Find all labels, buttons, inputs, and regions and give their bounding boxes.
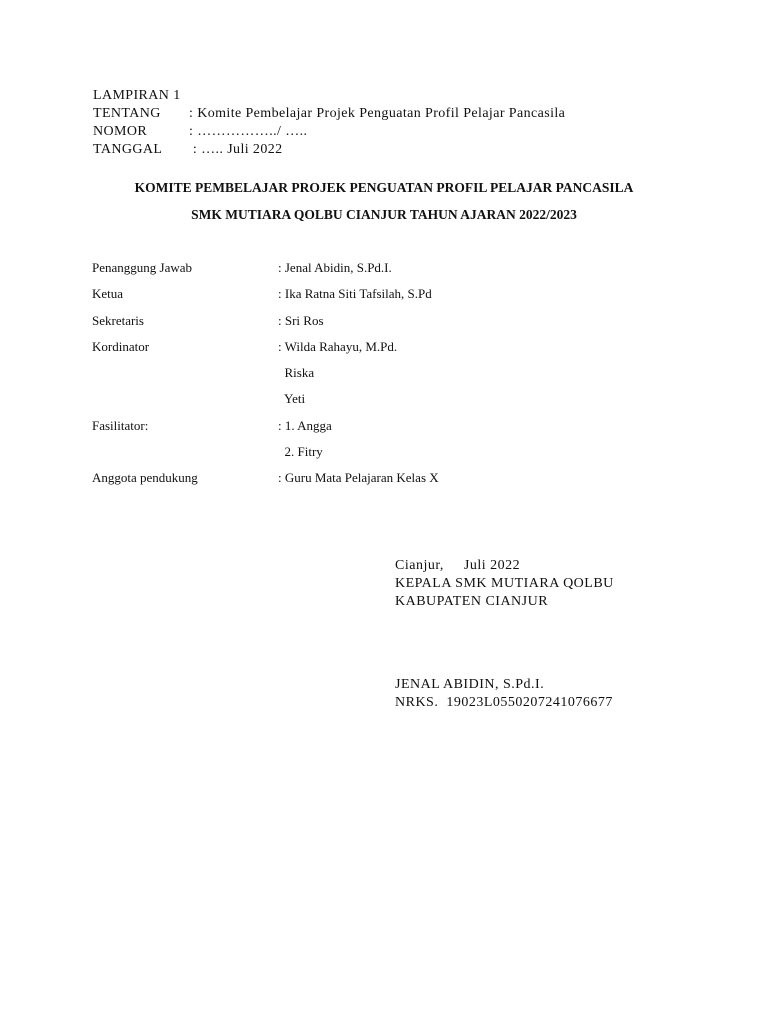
roster-value: : Ika Ratna Siti Tafsilah, S.Pd [278,286,432,302]
roster-label: Penanggung Jawab [92,260,193,275]
header-separator: : [189,124,198,139]
roster-label: Fasilitator: [92,417,149,433]
roster-label [92,389,278,415]
roster-label [92,442,278,468]
signature-space [395,611,614,676]
header-value: ……………../ ….. [197,124,308,139]
roster-row [92,311,439,337]
lampiran-label: LAMPIRAN 1 [93,88,181,103]
roster-row [92,468,439,494]
roster-value: : Sri Ros [278,312,324,328]
roster-label: Kordinator [92,338,150,354]
roster-label: Anggota pendukung [92,470,198,486]
document-header [93,87,565,159]
document-subtitle: SMK MUTIARA QOLBU CIANJUR TAHUN AJARAN 2022/2023 [191,207,577,222]
signatory-name: JENAL ABIDIN, S.Pd.I. [395,677,545,692]
roster-row [92,442,439,468]
header-label: TENTANG [93,106,161,121]
roster-row [92,337,439,363]
signatory-nrks: NRKS. 19023L0550207241076677 [395,695,613,710]
roster-label: Sekretaris [92,312,144,328]
roster-value: : Guru Mata Pelajaran Kelas X [278,470,439,486]
header-row-tanggal [93,141,565,159]
header-row-tentang [93,105,565,123]
roster-row [92,284,439,310]
header-row-nomor [93,123,565,141]
roster-value: : Jenal Abidin, S.Pd.I. [278,260,392,275]
header-label: NOMOR [93,124,148,139]
signatory-region: KABUPATEN CIANJUR [395,594,549,609]
roster-value: 2. Fitry [278,444,323,460]
roster-row [92,416,439,442]
signature-block [395,557,614,712]
header-label: TANGGAL [93,142,163,157]
signatory-position: KEPALA SMK MUTIARA QOLBU [395,576,614,591]
roster-label [92,363,278,389]
roster-row [92,258,439,284]
document-title: KOMITE PEMBELAJAR PROJEK PENGUATAN PROFIL PELAJAR PANCASILA [134,180,634,195]
committee-roster [92,258,439,495]
roster-value: Riska [278,365,315,381]
roster-value: : Wilda Rahayu, M.Pd. [278,338,398,354]
place-date: Cianjur, Juli 2022 [395,558,521,573]
header-separator: : [189,106,198,121]
roster-label: Ketua [92,286,124,302]
header-value: ….. Juli 2022 [201,142,283,157]
roster-row [92,389,439,415]
header-value: Komite Pembelajar Projek Penguatan Profil Pelajar Pancasila [197,106,566,121]
roster-value: : 1. Angga [278,417,332,433]
roster-value: Yeti [278,391,306,407]
header-separator: : [189,142,202,157]
roster-row [92,363,439,389]
